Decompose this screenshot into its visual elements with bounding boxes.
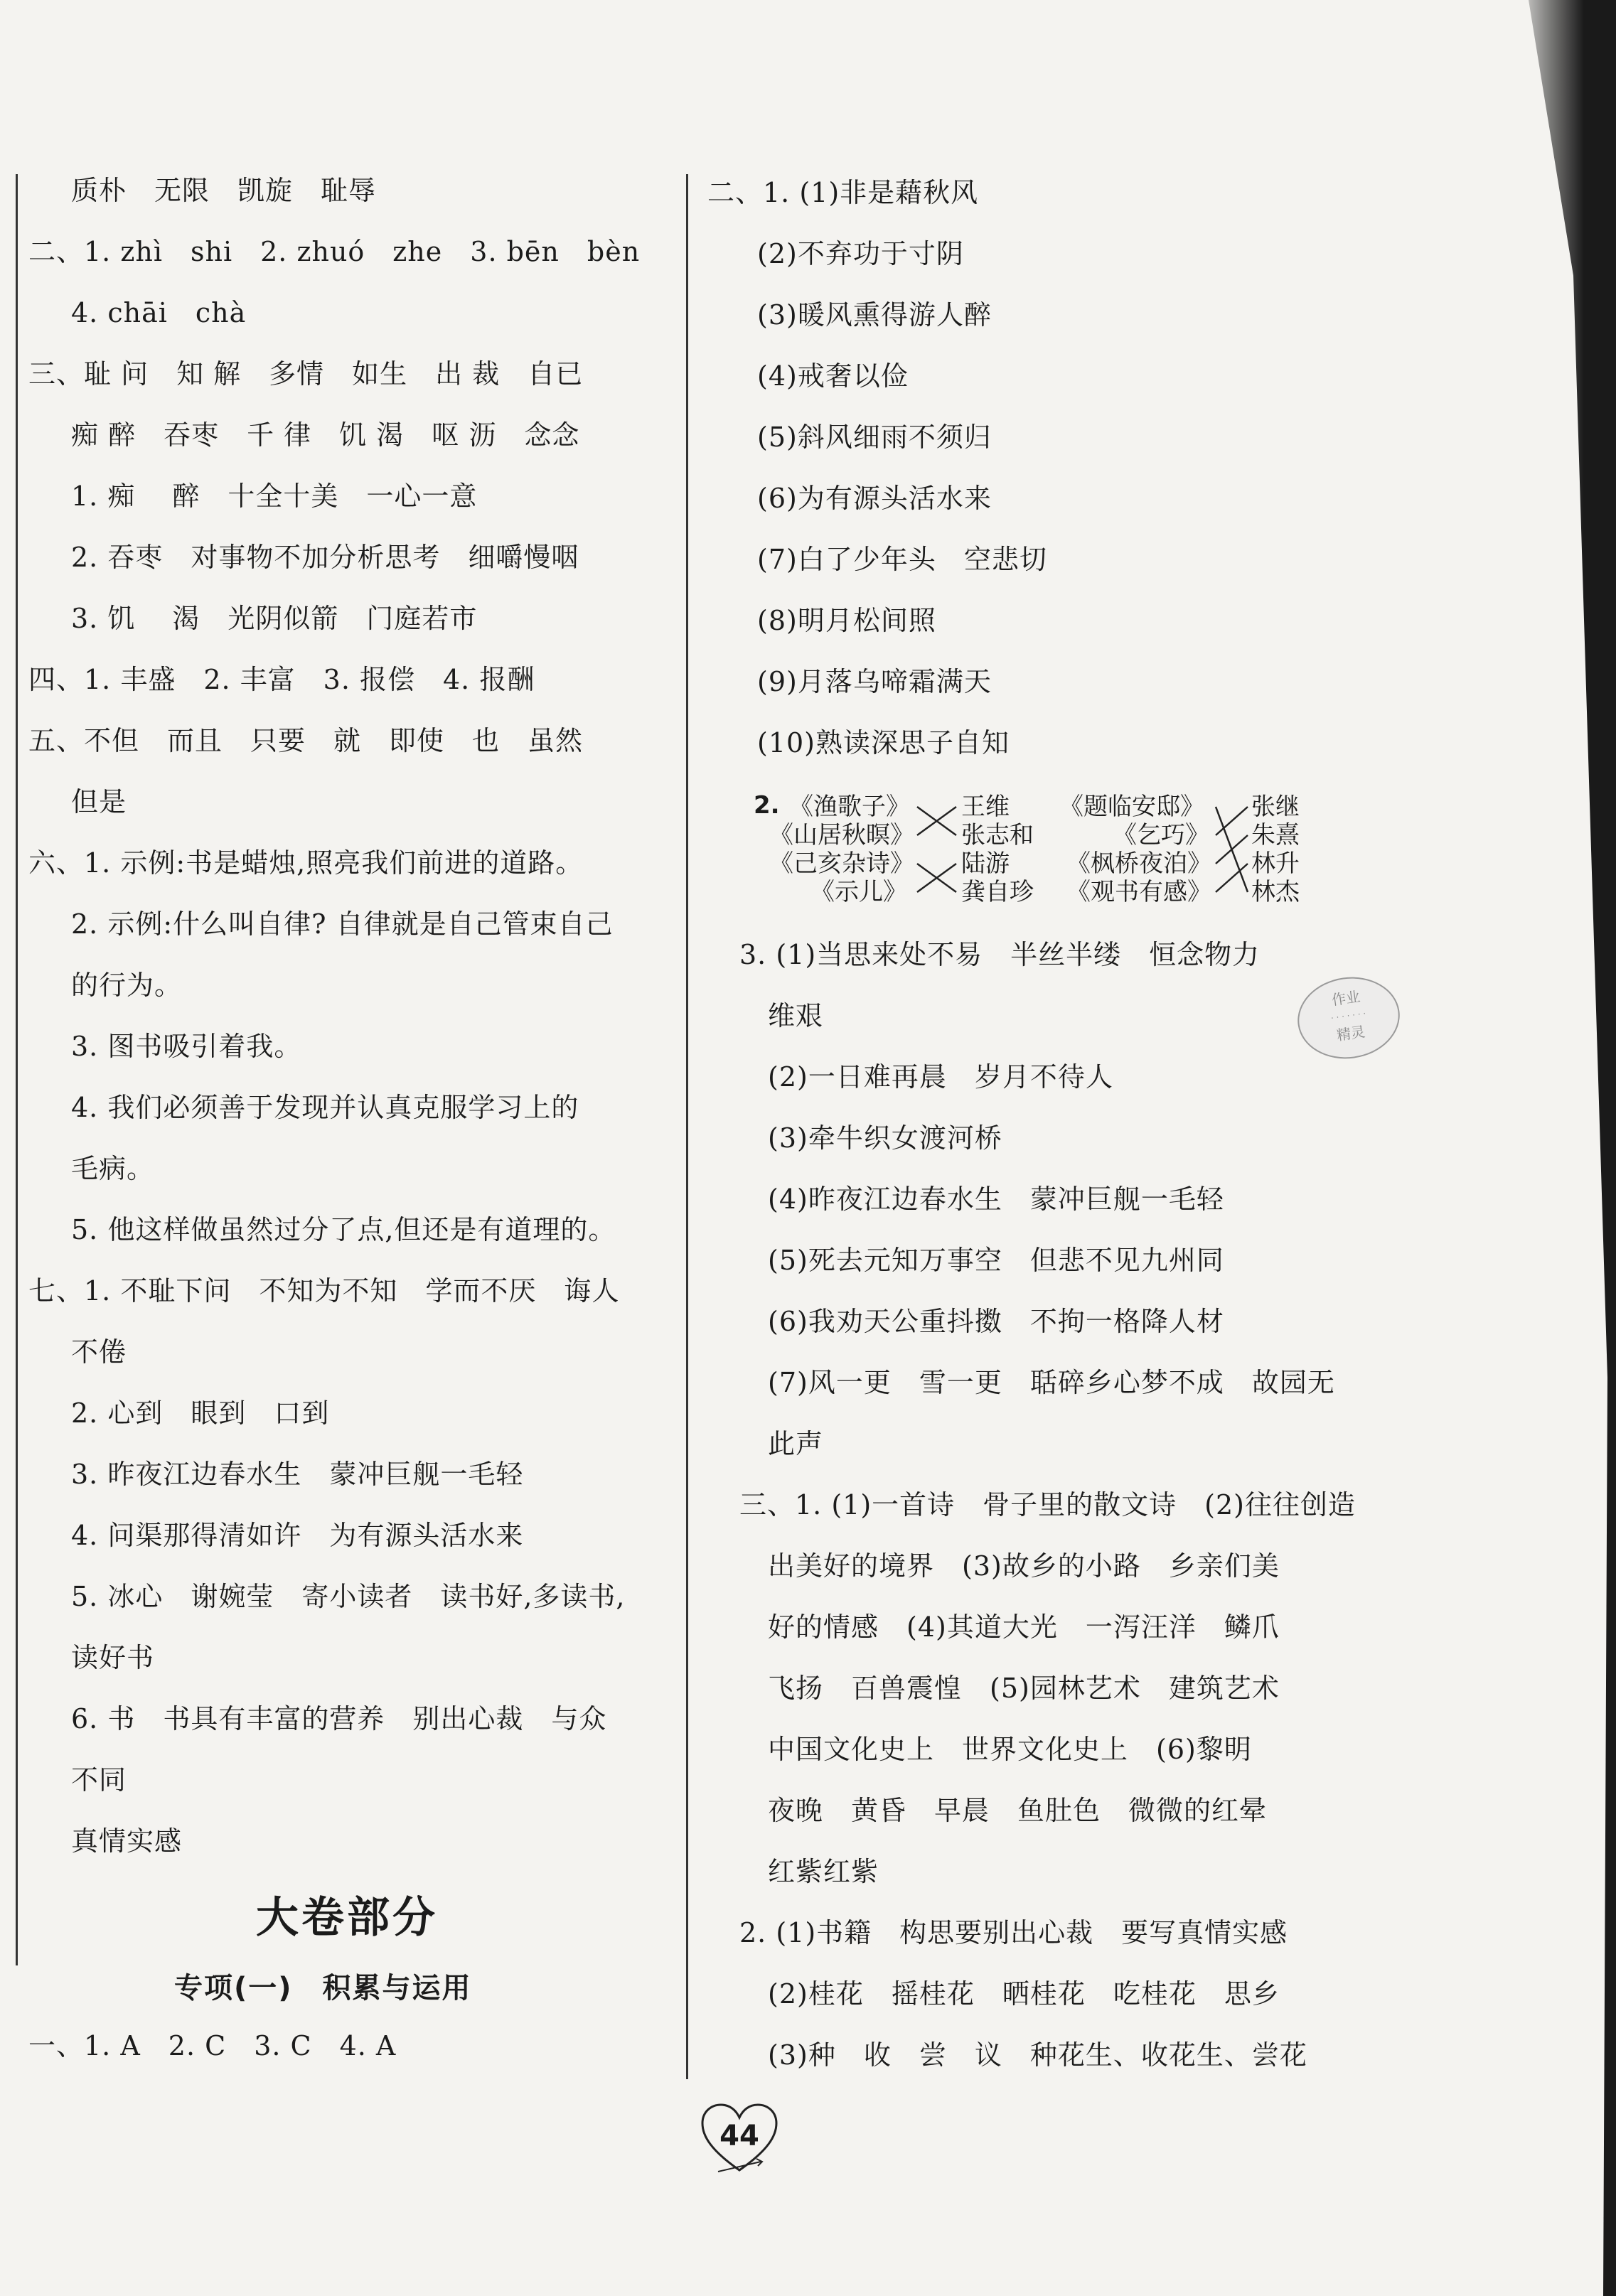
- left-answer-line: 毛病。: [71, 1153, 155, 1184]
- left-answer-line: 不同: [71, 1764, 127, 1796]
- stamp-dots: · · · · · · ·: [1330, 1008, 1367, 1024]
- left-answer-line: 3. 昨夜江边春水生 蒙冲巨舰一毛轻: [71, 1459, 524, 1490]
- work-right-4: 《观书有感》: [1066, 878, 1211, 906]
- author-left-4: 龚自珍: [961, 878, 1034, 906]
- left-answer-line: 3. 图书吸引着我。: [71, 1031, 302, 1062]
- right-answer-line: 此声: [768, 1428, 824, 1459]
- right-answer-line: 二、1. (1)非是藉秋风: [707, 177, 979, 208]
- section-title: 大卷部分: [256, 1893, 438, 1943]
- right-answer-line: (10)熟读深思子自知: [757, 727, 1010, 758]
- work-left-3: 《己亥杂诗》: [769, 849, 914, 878]
- right-answer-line: (8)明月松间照: [757, 605, 936, 636]
- section-subtitle: 专项(一) 积累与运用: [174, 1972, 472, 2005]
- right-answer-line: (4)昨夜江边春水生 蒙冲巨舰一毛轻: [768, 1184, 1224, 1215]
- left-answer-line: 1. 痴 醉 十全十美 一心一意: [71, 481, 478, 512]
- left-answer-line: 6. 书 书具有丰富的营养 别出心裁 与众: [71, 1703, 607, 1734]
- left-answer-line: 5. 冰心 谢婉莹 寄小读者 读书好,多读书,: [71, 1581, 626, 1612]
- right-answer-line: (6)为有源头活水来: [757, 483, 992, 514]
- column-divider: [686, 174, 688, 2079]
- matching-label: 2.: [754, 791, 780, 820]
- answer-line-last-left: 一、1. A 2. C 3. C 4. A: [28, 2030, 397, 2061]
- author-left-2: 张志和: [961, 821, 1034, 849]
- left-answer-line: 4. 问渠那得清如许 为有源头活水来: [71, 1520, 524, 1551]
- left-answer-line: 三、耻 问 知 解 多情 如生 出 裁 自已: [28, 358, 584, 390]
- right-answer-line: (5)死去元知万事空 但悲不见九州同: [768, 1245, 1224, 1276]
- page-edge-shadow: [1509, 0, 1616, 2296]
- left-answer-line: 的行为。: [71, 970, 183, 1001]
- right-answer-line: 飞扬 百兽震惶 (5)园林艺术 建筑艺术: [768, 1673, 1280, 1704]
- page-number: 44: [719, 2120, 759, 2152]
- right-answer-line: 夜晚 黄昏 早晨 鱼肚色 微微的红晕: [768, 1795, 1268, 1826]
- right-answer-line: 三、1. (1)一首诗 骨子里的散文诗 (2)往往创造: [739, 1489, 1356, 1520]
- right-answer-line: (5)斜风细雨不须归: [757, 422, 992, 453]
- matching-exercise: [754, 785, 1322, 913]
- work-right-2: 《乞巧》: [1113, 821, 1209, 849]
- left-answer-line: 3. 饥 渴 光阴似箭 门庭若市: [71, 603, 478, 634]
- page-number-badge: [697, 2101, 782, 2179]
- left-answer-line: 2. 示例:什么叫自律? 自律就是自己管束自己: [71, 908, 614, 940]
- right-answer-line: (4)戒奢以俭: [757, 360, 909, 392]
- author-left-3: 陆游: [961, 849, 1010, 878]
- left-answer-line: 四、1. 丰盛 2. 丰富 3. 报偿 4. 报酬: [28, 664, 535, 695]
- work-left-1: 《渔歌子》: [789, 793, 910, 821]
- right-answer-line: 3. (1)当思来处不易 半丝半缕 恒念物力: [739, 939, 1261, 970]
- right-answer-line: 出美好的境界 (3)故乡的小路 乡亲们美: [768, 1550, 1280, 1582]
- left-answer-line: 2. 心到 眼到 口到: [71, 1398, 330, 1429]
- left-answer-line: 质朴 无限 凯旋 耻辱: [71, 175, 377, 206]
- right-answer-line: (9)月落乌啼霜满天: [757, 666, 992, 697]
- right-answer-line: 中国文化史上 世界文化史上 (6)黎明: [768, 1734, 1252, 1765]
- right-answer-line: 2. (1)书籍 构思要别出心裁 要写真情实感: [739, 1917, 1288, 1948]
- author-right-1: 张继: [1251, 793, 1300, 821]
- left-answer-line: 不倦: [71, 1336, 127, 1368]
- left-answer-line: 2. 吞枣 对事物不加分析思考 细嚼慢咽: [71, 542, 579, 573]
- right-answer-line: (2)一日难再晨 岁月不待人: [768, 1061, 1113, 1093]
- stamp-text-bottom: 精灵: [1335, 1023, 1366, 1044]
- left-answer-line: 真情实感: [71, 1825, 183, 1857]
- right-answer-line: (3)暖风熏得游人醉: [757, 299, 992, 331]
- right-answer-line: (3)种 收 尝 议 种花生、收花生、尝花: [768, 2039, 1307, 2071]
- right-answer-line: (2)桂花 摇桂花 晒桂花 吃桂花 思乡: [768, 1978, 1280, 2010]
- left-answer-line: 5. 他这样做虽然过分了点,但还是有道理的。: [71, 1214, 616, 1245]
- left-answer-line: 七、1. 不耻下问 不知为不知 学而不厌 诲人: [28, 1275, 620, 1307]
- work-right-3: 《枫桥夜泊》: [1066, 849, 1211, 878]
- work-left-4: 《示儿》: [810, 878, 907, 906]
- right-answer-line: 维艰: [768, 1000, 824, 1031]
- right-answer-line: 好的情感 (4)其道大光 一泻汪洋 鳞爪: [768, 1611, 1280, 1643]
- author-right-3: 林升: [1251, 849, 1300, 878]
- author-left-1: 王维: [961, 793, 1010, 821]
- right-answer-line: (6)我劝天公重抖擞 不拘一格降人材: [768, 1306, 1224, 1337]
- left-answer-line: 4. chāi chà: [71, 297, 247, 328]
- right-answer-line: (7)风一更 雪一更 聒碎乡心梦不成 故园无: [768, 1367, 1335, 1398]
- left-answer-line: 五、不但 而且 只要 就 即使 也 虽然: [28, 725, 584, 756]
- left-margin-rule: [16, 174, 18, 1965]
- left-answer-line: 读好书: [71, 1642, 155, 1673]
- work-right-1: 《题临安邸》: [1059, 793, 1204, 821]
- right-answer-line: (7)白了少年头 空悲切: [757, 544, 1047, 575]
- author-right-4: 林杰: [1251, 878, 1300, 906]
- right-answer-line: (3)牵牛织女渡河桥: [768, 1122, 1002, 1154]
- left-answer-line: 六、1. 示例:书是蜡烛,照亮我们前进的道路。: [28, 847, 584, 879]
- watermark-stamp: [1293, 971, 1405, 1066]
- right-answer-line: (2)不弃功于寸阴: [757, 238, 964, 269]
- work-left-2: 《山居秋暝》: [769, 821, 914, 849]
- left-answer-line: 4. 我们必须善于发现并认真克服学习上的: [71, 1092, 579, 1123]
- left-answer-line: 二、1. zhì shi 2. zhuó zhe 3. bēn bèn: [28, 236, 641, 267]
- right-answer-line: 红紫红紫: [768, 1856, 879, 1887]
- stamp-text-top: 作业: [1330, 987, 1361, 1009]
- author-right-2: 朱熹: [1251, 821, 1300, 849]
- left-answer-line: 痴 醉 吞枣 千 律 饥 渴 呕 沥 念念: [71, 419, 580, 451]
- left-answer-line: 但是: [71, 786, 127, 817]
